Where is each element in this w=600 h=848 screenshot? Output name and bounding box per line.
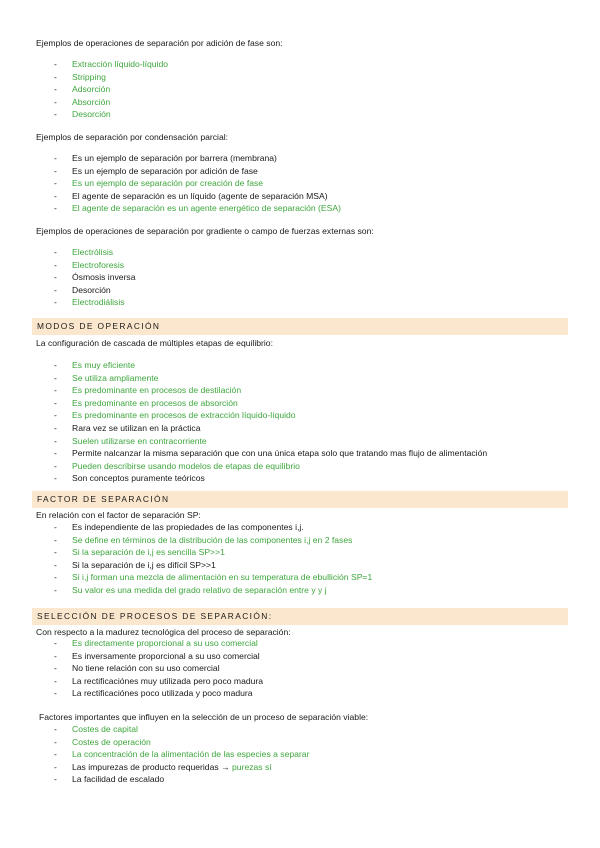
list-item-text: Suelen utilizarse en contracorriente xyxy=(72,435,207,446)
list-item xyxy=(54,152,341,165)
bullet-dash: - xyxy=(54,774,57,785)
list-item-text: El agente de separación es un agente energético de separación (ESA) xyxy=(72,203,341,214)
intro-factor: En relación con el factor de separación SP: xyxy=(36,510,201,520)
list-item xyxy=(54,177,341,190)
list-item-note: purezas sí xyxy=(232,761,272,772)
list-item-text: Es un ejemplo de separación por barrera (membrana) xyxy=(72,153,277,163)
list-item xyxy=(54,96,168,109)
bullet-dash: - xyxy=(54,675,57,686)
intro-gradiente: Ejemplos de operaciones de separación por gradiente o campo de fuerzas externas son: xyxy=(36,226,374,236)
section-heading-seleccion xyxy=(32,608,568,625)
list-item xyxy=(54,748,309,761)
list-item-text: Es independiente de las propiedades de las componentes i,j. xyxy=(72,522,304,532)
bullet-dash: - xyxy=(54,736,57,747)
list-item xyxy=(54,372,487,385)
list-item-text: Absorción xyxy=(72,96,111,107)
bullet-dash: - xyxy=(54,178,57,189)
list-item-text: Electroforesis xyxy=(72,259,125,270)
list-item-text: Es predominante en procesos de absorción xyxy=(72,397,238,408)
list-item xyxy=(54,58,168,71)
list-item-text: Electrólisis xyxy=(72,247,114,257)
bullet-dash: - xyxy=(54,749,57,760)
section-title: SELECCIÓN DE PROCESOS DE SEPARACIÓN: xyxy=(37,611,273,621)
list-item-text: La rectificaciónes muy utilizada pero poco madura xyxy=(72,675,264,686)
section-title: FACTOR DE SEPARACIÓN xyxy=(37,494,170,504)
list-item-text: Es un ejemplo de separación por creación de fase xyxy=(72,178,264,189)
list-factor xyxy=(54,521,372,597)
list-item-text: Extracción líquido-líquido xyxy=(72,59,169,69)
bullet-dash: - xyxy=(54,448,57,459)
bullet-dash: - xyxy=(54,372,57,383)
bullet-dash: - xyxy=(54,559,57,570)
list-item xyxy=(54,687,263,700)
bullet-dash: - xyxy=(54,547,57,558)
list-item-text: Es inversamente proporcional a su uso comercial xyxy=(72,650,260,661)
list-item xyxy=(54,190,341,203)
list-item xyxy=(54,650,263,663)
list-item xyxy=(54,472,487,485)
bullet-dash: - xyxy=(54,650,57,661)
list-item-text: Costes de capital xyxy=(72,724,138,734)
list-item xyxy=(54,662,263,675)
list-item xyxy=(54,296,136,309)
list-item xyxy=(54,384,487,397)
section-heading-factor xyxy=(32,491,568,508)
bullet-dash: - xyxy=(54,584,57,595)
list-item-text: Rara vez se utilizan en la práctica xyxy=(72,422,201,433)
bullet-dash: - xyxy=(54,761,57,772)
intro-condensacion: Ejemplos de separación por condensación parcial: xyxy=(36,132,229,142)
list-item xyxy=(54,571,372,584)
list-gradiente xyxy=(54,246,136,309)
list-item xyxy=(54,259,136,272)
list-item xyxy=(54,71,168,84)
list-item-text: Stripping xyxy=(72,71,106,82)
list-item-text: Si la separación de i,j es difícil SP>>1 xyxy=(72,559,216,570)
list-item-text: Adsorción xyxy=(72,84,111,95)
bullet-dash: - xyxy=(54,397,57,408)
list-item xyxy=(54,202,341,215)
bullet-dash: - xyxy=(54,460,57,471)
intro-fase: Ejemplos de operaciones de separación por adición de fase son: xyxy=(36,38,283,48)
list-item-text: Es muy eficiente xyxy=(72,360,136,370)
bullet-dash: - xyxy=(54,435,57,446)
list-item-text: Se define en términos de la distribución de las componentes i,j en 2 fases xyxy=(72,534,353,545)
bullet-dash: - xyxy=(54,422,57,433)
list-item-text: El agente de separación es un líquido (agente de separación MSA) xyxy=(72,190,328,201)
list-item xyxy=(54,736,309,749)
bullet-dash: - xyxy=(54,663,57,674)
list-item xyxy=(54,559,372,572)
bullet-dash: - xyxy=(54,96,57,107)
list-item-text: Ósmosis inversa xyxy=(72,272,136,283)
list-item-text: La rectificaciónes poco utilizada y poco madura xyxy=(72,688,253,699)
bullet-dash: - xyxy=(54,247,57,257)
list-item-text: La concentración de la alimentación de las especies a separar xyxy=(72,749,310,760)
list-item-text: Desorción xyxy=(72,284,111,295)
section-heading-modos xyxy=(32,318,568,335)
bullet-dash: - xyxy=(54,385,57,396)
list-condensacion xyxy=(54,152,341,215)
bullet-dash: - xyxy=(54,71,57,82)
list-item xyxy=(54,584,372,597)
list-item-text: Es predominante en procesos de destilación xyxy=(72,385,242,396)
list-item xyxy=(54,435,487,448)
arrow-right-icon: → xyxy=(218,761,233,772)
bullet-dash: - xyxy=(54,84,57,95)
list-item xyxy=(54,284,136,297)
list-item-text: Si i,j forman una mezcla de alimentación en su temperatura de ebullición SP=1 xyxy=(72,572,373,583)
list-item xyxy=(54,546,372,559)
list-item xyxy=(54,773,309,786)
list-fase xyxy=(54,58,168,121)
list-item xyxy=(54,359,487,372)
list-item-text: Electrodiálisis xyxy=(72,297,125,308)
bullet-dash: - xyxy=(54,522,57,532)
list-item-text: Permite nalcanzar la misma separación que con una única etapa solo que tratando mas flujo de alimentación xyxy=(72,448,488,459)
list-item xyxy=(54,447,487,460)
bullet-dash: - xyxy=(54,360,57,370)
list-item-text: Desorción xyxy=(72,109,111,120)
bullet-dash: - xyxy=(54,473,57,484)
bullet-dash: - xyxy=(54,190,57,201)
list-item-text: Es un ejemplo de separación por adición de fase xyxy=(72,165,258,176)
list-item-text: No tiene relación con su uso comercial xyxy=(72,663,220,674)
list-modos xyxy=(54,359,487,485)
list-item xyxy=(54,409,487,422)
list-item xyxy=(54,422,487,435)
list-item-text: Es directamente proporcional a su uso comercial xyxy=(72,638,258,648)
bullet-dash: - xyxy=(54,638,57,648)
bullet-dash: - xyxy=(54,688,57,699)
list-item-text: La facilidad de escalado xyxy=(72,774,165,785)
list-item xyxy=(54,397,487,410)
bullet-dash: - xyxy=(54,59,57,69)
list-item xyxy=(54,723,309,736)
bullet-dash: - xyxy=(54,153,57,163)
list-item xyxy=(54,83,168,96)
bullet-dash: - xyxy=(54,272,57,283)
section-title: MODOS DE OPERACIÓN xyxy=(37,321,161,331)
list-item xyxy=(54,165,341,178)
list-item xyxy=(54,637,263,650)
bullet-dash: - xyxy=(54,297,57,308)
intro-seleccion: Con respecto a la madurez tecnológica del proceso de separación: xyxy=(36,627,291,637)
list-item-text: Costes de operación xyxy=(72,736,151,747)
list-item xyxy=(54,521,372,534)
list-item-text: Su valor es una medida del grado relativo de separación entre y y j xyxy=(72,584,327,595)
bullet-dash: - xyxy=(54,534,57,545)
bullet-dash: - xyxy=(54,572,57,583)
list-item-text: Se utiliza ampliamente xyxy=(72,372,159,383)
bullet-dash: - xyxy=(54,165,57,176)
list-item-text: Las impurezas de producto requeridas xyxy=(72,761,219,772)
bullet-dash: - xyxy=(54,410,57,421)
list-item-text: Pueden describirse usando modelos de etapas de equilibrio xyxy=(72,460,300,471)
list-item xyxy=(54,108,168,121)
bullet-dash: - xyxy=(54,259,57,270)
list-item xyxy=(54,460,487,473)
bullet-dash: - xyxy=(54,284,57,295)
list-item xyxy=(54,534,372,547)
list-item-text: Si la separación de i,j es sencilla SP>>1 xyxy=(72,547,225,558)
list-item-text: Son conceptos puramente teóricos xyxy=(72,473,205,484)
list-item xyxy=(54,761,309,774)
bullet-dash: - xyxy=(54,724,57,734)
bullet-dash: - xyxy=(54,203,57,214)
intro-factores: Factores importantes que influyen en la selección de un proceso de separación viable: xyxy=(39,712,369,722)
list-item xyxy=(54,271,136,284)
intro-modos: La configuración de cascada de múltiples etapas de equilibrio: xyxy=(36,338,273,348)
list-factores xyxy=(54,723,309,786)
list-seleccion xyxy=(54,637,263,700)
list-item xyxy=(54,246,136,259)
list-item-text: Es predominante en procesos de extracción líquido-líquido xyxy=(72,410,296,421)
bullet-dash: - xyxy=(54,109,57,120)
list-item xyxy=(54,675,263,688)
